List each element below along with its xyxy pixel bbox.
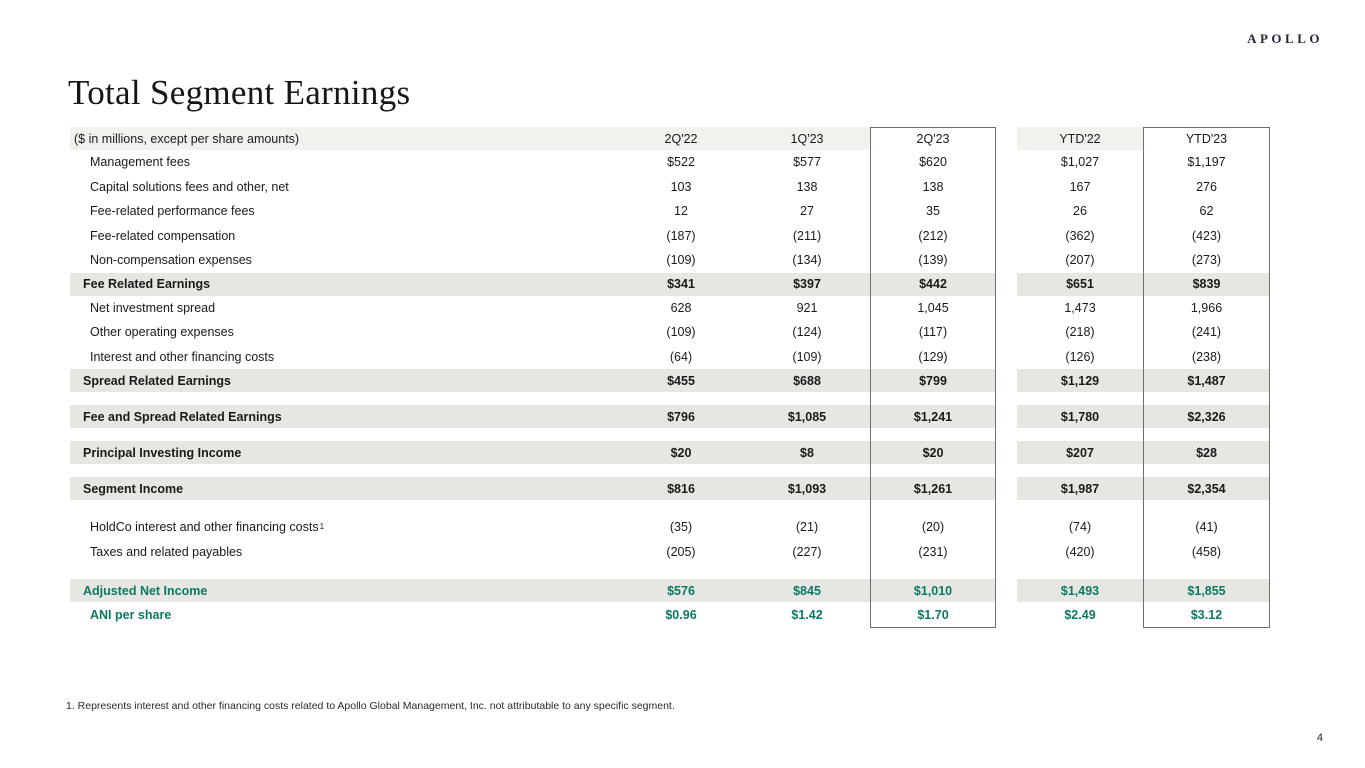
cell-value: 103 bbox=[670, 179, 692, 194]
row-spacer bbox=[70, 464, 1270, 477]
row-spacer bbox=[70, 500, 1270, 515]
table-row bbox=[70, 441, 1270, 464]
cell-value: (241) bbox=[1191, 325, 1222, 340]
cell-value: $1,987 bbox=[1017, 477, 1143, 500]
cell-value: (109) bbox=[666, 253, 696, 268]
cell-value: $20 bbox=[870, 441, 996, 464]
row-label: Fee and Spread Related Earnings bbox=[70, 405, 618, 428]
row-label: Net investment spread bbox=[90, 300, 216, 315]
cell-value: 921 bbox=[796, 300, 818, 315]
cell-value: 628 bbox=[670, 300, 692, 315]
cell-value: 276 bbox=[1196, 179, 1217, 194]
column-gutter bbox=[996, 320, 1017, 345]
cell-value: $442 bbox=[870, 273, 996, 296]
cell-value: $845 bbox=[744, 579, 870, 602]
table-row bbox=[70, 579, 1270, 602]
cell-value: $1,129 bbox=[1017, 369, 1143, 392]
cell-value: $577 bbox=[793, 155, 821, 170]
row-label: Fee Related Earnings bbox=[70, 273, 618, 296]
column-gutter bbox=[996, 273, 1017, 296]
cell-value: (423) bbox=[1191, 228, 1222, 243]
cell-value: $3.12 bbox=[1190, 608, 1223, 622]
cell-value: $1,855 bbox=[1143, 579, 1270, 602]
cell-value: $1,197 bbox=[1187, 155, 1226, 170]
cell-value: (126) bbox=[1065, 349, 1095, 364]
page-number: 4 bbox=[1316, 732, 1323, 744]
cell-value: (273) bbox=[1191, 253, 1222, 268]
table-header-row bbox=[70, 127, 1270, 150]
cell-value: (35) bbox=[669, 520, 693, 535]
row-label: Fee-related performance fees bbox=[90, 204, 255, 219]
table-row bbox=[70, 199, 1270, 224]
cell-value: $2.49 bbox=[1064, 608, 1096, 622]
cell-value: (124) bbox=[792, 325, 822, 340]
row-label: Other operating expenses bbox=[90, 325, 234, 340]
cell-value: $1,010 bbox=[870, 579, 996, 602]
cell-value: $397 bbox=[744, 273, 870, 296]
column-header: 2Q'22 bbox=[618, 127, 744, 150]
table-row bbox=[70, 540, 1270, 565]
cell-value: (109) bbox=[792, 349, 822, 364]
segment-earnings-table bbox=[70, 127, 1270, 628]
cell-value: $522 bbox=[667, 155, 695, 170]
row-label: Interest and other financing costs bbox=[90, 349, 275, 364]
table-row bbox=[70, 515, 1270, 540]
row-spacer bbox=[70, 564, 1270, 579]
column-gutter bbox=[996, 224, 1017, 249]
cell-value: $799 bbox=[870, 369, 996, 392]
cell-value: (458) bbox=[1191, 544, 1222, 559]
row-label: Capital solutions fees and other, net bbox=[90, 179, 289, 194]
cell-value: (20) bbox=[921, 520, 945, 535]
column-gutter bbox=[996, 199, 1017, 224]
column-gutter bbox=[996, 405, 1017, 428]
table-row bbox=[70, 150, 1270, 175]
column-gutter bbox=[996, 369, 1017, 392]
column-gutter bbox=[996, 579, 1017, 602]
table-row bbox=[70, 320, 1270, 345]
cell-value: $816 bbox=[618, 477, 744, 500]
column-gutter bbox=[996, 540, 1017, 565]
table-row bbox=[70, 477, 1270, 500]
table-row bbox=[70, 296, 1270, 321]
cell-value: (21) bbox=[795, 520, 819, 535]
cell-value: (420) bbox=[1065, 544, 1095, 559]
column-gutter bbox=[996, 477, 1017, 500]
cell-value: $651 bbox=[1017, 273, 1143, 296]
row-label: HoldCo interest and other financing costs 1 bbox=[90, 520, 325, 535]
table-row bbox=[70, 345, 1270, 370]
column-gutter bbox=[996, 127, 1017, 150]
column-header: 1Q'23 bbox=[744, 127, 870, 150]
column-gutter bbox=[996, 248, 1017, 273]
footnote: 1. Represents interest and other financing costs related to Apollo Global Management, Inc. not attributable to any specific segment. bbox=[66, 700, 675, 712]
column-gutter bbox=[996, 175, 1017, 200]
column-header: 2Q'23 bbox=[870, 127, 996, 150]
cell-value: 138 bbox=[796, 179, 818, 194]
table-row bbox=[70, 224, 1270, 249]
cell-value: $1,261 bbox=[870, 477, 996, 500]
cell-value: (205) bbox=[666, 544, 696, 559]
cell-value: (134) bbox=[792, 253, 822, 268]
cell-value: $341 bbox=[618, 273, 744, 296]
cell-value: (238) bbox=[1191, 349, 1222, 364]
cell-value: $796 bbox=[618, 405, 744, 428]
table-row bbox=[70, 273, 1270, 296]
cell-value: (362) bbox=[1065, 228, 1095, 243]
row-label: Non-compensation expenses bbox=[90, 253, 252, 268]
column-header: YTD'23 bbox=[1143, 127, 1270, 150]
cell-value: 26 bbox=[1073, 204, 1087, 219]
cell-value: $1,241 bbox=[870, 405, 996, 428]
cell-value: $207 bbox=[1017, 441, 1143, 464]
column-gutter bbox=[996, 441, 1017, 464]
cell-value: 27 bbox=[800, 204, 814, 219]
cell-value: (211) bbox=[792, 228, 822, 243]
table-row bbox=[70, 175, 1270, 200]
cell-value: (187) bbox=[666, 228, 696, 243]
cell-value: $8 bbox=[744, 441, 870, 464]
cell-value: (139) bbox=[918, 253, 948, 268]
cell-value: (227) bbox=[792, 544, 822, 559]
cell-value: $1,780 bbox=[1017, 405, 1143, 428]
table-row bbox=[70, 602, 1270, 628]
row-label: Segment Income bbox=[70, 477, 618, 500]
unit-note: ($ in millions, except per share amounts) bbox=[70, 127, 618, 150]
cell-value: (218) bbox=[1065, 325, 1095, 340]
cell-value: $1.70 bbox=[917, 608, 949, 622]
cell-value: $688 bbox=[744, 369, 870, 392]
cell-value: $2,354 bbox=[1143, 477, 1270, 500]
cell-value: $576 bbox=[618, 579, 744, 602]
table-row bbox=[70, 248, 1270, 273]
column-gutter bbox=[996, 296, 1017, 321]
cell-value: $1,493 bbox=[1017, 579, 1143, 602]
apollo-logo: APOLLO bbox=[1247, 31, 1323, 46]
cell-value: (207) bbox=[1065, 253, 1095, 268]
cell-value: $620 bbox=[919, 155, 947, 170]
column-header: YTD'22 bbox=[1017, 127, 1143, 150]
cell-value: $1,027 bbox=[1060, 155, 1100, 170]
cell-value: 1,966 bbox=[1190, 300, 1223, 315]
cell-value: (109) bbox=[666, 325, 696, 340]
column-gutter bbox=[996, 515, 1017, 540]
cell-value: (41) bbox=[1195, 520, 1218, 535]
cell-value: (117) bbox=[918, 325, 948, 340]
row-label: Principal Investing Income bbox=[70, 441, 618, 464]
column-gutter bbox=[996, 602, 1017, 628]
row-spacer bbox=[70, 428, 1270, 441]
cell-value: 138 bbox=[922, 179, 944, 194]
page-title: Total Segment Earnings bbox=[68, 73, 411, 113]
cell-value: $2,326 bbox=[1143, 405, 1270, 428]
row-label: Management fees bbox=[90, 155, 191, 170]
cell-value: $1,093 bbox=[744, 477, 870, 500]
table-row bbox=[70, 405, 1270, 428]
cell-value: 167 bbox=[1069, 179, 1091, 194]
row-label: ANI per share bbox=[90, 608, 172, 622]
column-gutter bbox=[996, 345, 1017, 370]
row-label: Taxes and related payables bbox=[90, 544, 243, 559]
cell-value: (212) bbox=[918, 228, 948, 243]
row-label: Fee-related compensation bbox=[90, 228, 236, 243]
cell-value: $1,487 bbox=[1143, 369, 1270, 392]
cell-value: (74) bbox=[1068, 520, 1092, 535]
cell-value: 62 bbox=[1199, 204, 1214, 219]
cell-value: 1,045 bbox=[917, 300, 949, 315]
cell-value: $1.42 bbox=[791, 608, 823, 622]
row-label: Spread Related Earnings bbox=[70, 369, 618, 392]
cell-value: $20 bbox=[618, 441, 744, 464]
cell-value: 12 bbox=[674, 204, 688, 219]
row-spacer bbox=[70, 392, 1270, 405]
cell-value: (64) bbox=[669, 349, 693, 364]
cell-value: $28 bbox=[1143, 441, 1270, 464]
cell-value: (129) bbox=[918, 349, 948, 364]
cell-value: 35 bbox=[926, 204, 940, 219]
row-label: Adjusted Net Income bbox=[70, 579, 618, 602]
cell-value: (231) bbox=[918, 544, 948, 559]
column-gutter bbox=[996, 150, 1017, 175]
cell-value: $0.96 bbox=[665, 608, 697, 622]
cell-value: $455 bbox=[618, 369, 744, 392]
table-rows bbox=[70, 127, 1270, 628]
table-row bbox=[70, 369, 1270, 392]
cell-value: $1,085 bbox=[744, 405, 870, 428]
cell-value: 1,473 bbox=[1064, 300, 1096, 315]
cell-value: $839 bbox=[1143, 273, 1270, 296]
